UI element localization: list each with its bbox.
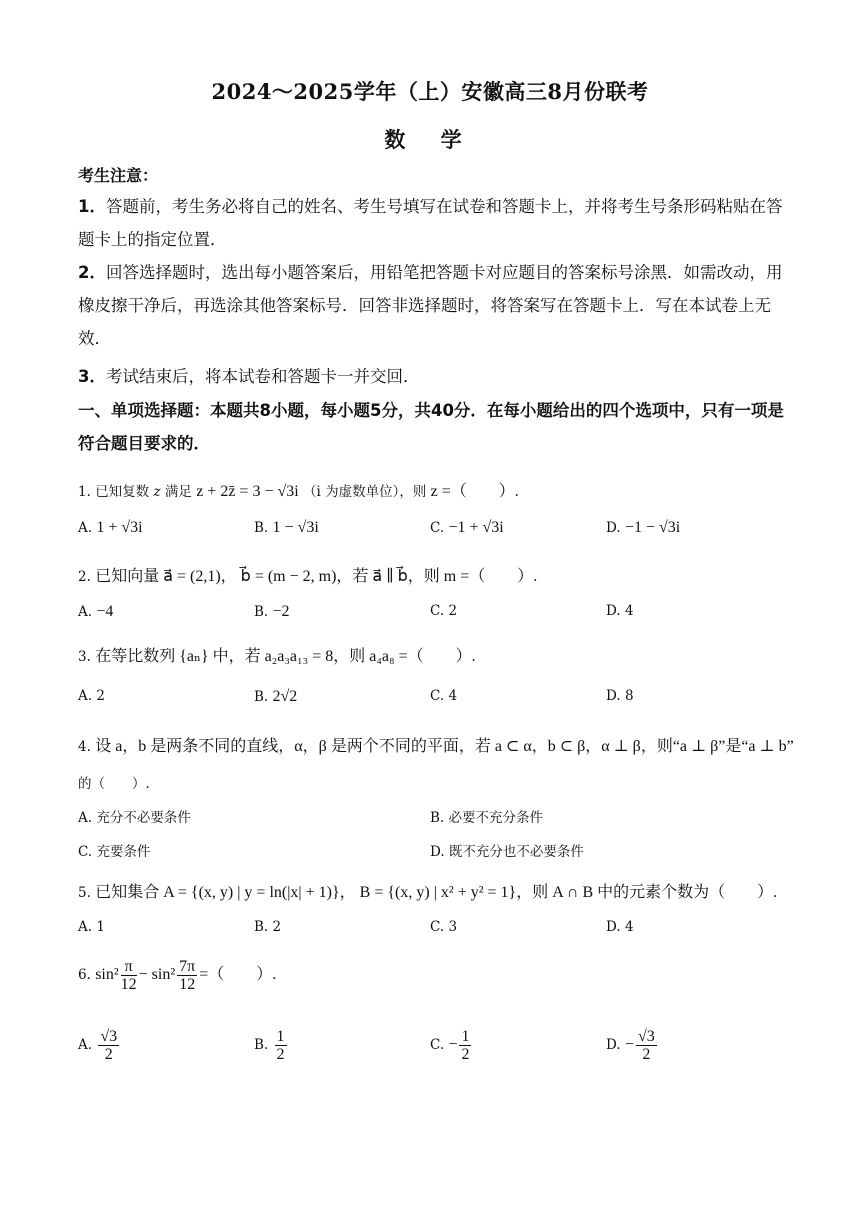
question-6-num: 6. [78,967,91,983]
q1-option-d: D. −1 − √3i [606,519,681,536]
q1-option-c: C. −1 + √3i [430,519,504,536]
q5-option-d: D. 4 [606,919,634,935]
question-6 [78,958,276,993]
q4-option-a: A. 充分不必要条件 [78,810,191,826]
notice-item-1-num: 1． [78,197,106,216]
question-6-sin1: sin² [95,966,119,983]
q2-option-c: C. 2 [430,603,458,619]
question-4-text: 设 a，b 是两条不同的直线，α，β 是两个不同的平面，若 a ⊂ α，b ⊂ β，α ⊥ β，则“a ⊥ β”是“a ⊥ b” [95,738,794,755]
q3-option-a: A. 2 [78,688,105,704]
question-2-num: 2. [78,569,91,585]
notice-heading: 考生注意： [78,166,159,185]
question-1-note: （i 为虚数单位），则 [303,484,427,500]
q6-option-d: D. − $\frac{√3}{2}$ [606,1028,655,1063]
q3-option-c: C. 4 [430,688,458,704]
question-2 [78,563,537,586]
q2-option-a: A. −4 [78,603,114,620]
question-1-pre: 已知复数 [95,484,150,500]
question-1-ask: z =（ ）. [430,483,519,500]
question-1-num: 1. [78,484,91,500]
question-1 [78,478,519,501]
q1-option-b: B. 1 − √3i [254,519,319,536]
q4-option-d: D. 既不充分也不必要条件 [430,844,584,860]
q6-option-c: C. − $\frac{1}{2}$ [430,1028,470,1063]
notice-item-2-num: 2． [78,263,106,282]
exam-title: 2024～2025学年（上）安徽高三8月份联考 [211,79,649,104]
question-5-text: 已知集合 A = {(x, y) | y = ln(|x| + 1)}， B = {(x, y) | x² + y² = 1}，则 A ∩ B 中的元素个数为（ ）. [95,884,778,901]
q3-option-d: D. 8 [606,688,634,704]
q4-option-c: C. 充要条件 [78,844,151,860]
question-4 [78,733,794,756]
question-6-ask: =（ ）. [199,966,277,983]
notice-item-3 [78,360,784,393]
q4-option-b: B. 必要不充分条件 [430,810,544,826]
question-5-num: 5. [78,885,91,901]
q6-option-a: A. $\frac{√3}{2}$ [78,1028,118,1063]
question-3-num: 3. [78,649,91,665]
question-3-text: 在等比数列 {aₙ} 中，若 a₂a₃a₁₃ = 8，则 a₄a₈ =（ ）. [95,648,476,665]
question-4-num: 4. [78,739,91,755]
q2-option-b: B. −2 [254,603,290,620]
q6-option-b: B. $\frac{1}{2}$ [254,1028,285,1063]
section-heading: 一、单项选择题：本题共8小题，每小题5分，共40分．在每小题给出的四个选项中，只有一项是符合题目要求的． [78,401,784,453]
notice-item-3-num: 3． [78,367,106,386]
q5-option-a: A. 1 [78,919,105,935]
notice-item-2 [78,256,784,355]
question-6-sin2: − sin² [138,966,176,983]
question-2-text: 已知向量 a⃗ = (2,1)， b⃗ = (m − 2, m)，若 a⃗ ∥ b⃗，则 m =（ ）. [95,568,538,585]
question-5 [78,879,777,902]
notice-item-1-text: 答题前，考生务必将自己的姓名、考生号填写在试卷和答题卡上，并将考生号条形码粘贴在答题卡上的指定位置． [78,197,783,249]
q1-option-a: A. 1 + √3i [78,519,143,536]
notice-item-2-text: 回答选择题时，选出每小题答案后，用铅笔把答题卡对应题目的答案标号涂黑．如需改动，用橡皮擦干净后，再选涂其他答案标号．回答非选择题时，将答案写在答题卡上．写在本试卷上无效． [78,263,783,348]
q3-option-b: B. 2√2 [254,688,298,705]
question-1-mid: 满足 [164,484,192,500]
question-3 [78,643,476,666]
q5-option-b: B. 2 [254,919,282,935]
notice-item-1 [78,190,784,256]
q2-option-d: D. 4 [606,603,634,619]
q5-option-c: C. 3 [430,919,458,935]
question-4-cont: 的（ ）. [78,776,150,792]
question-1-formula: z + 2z̄ = 3 − √3i [196,483,299,500]
exam-subject: 数 学 [384,127,476,152]
question-6-frac1: $\frac{\pi}{12}$ [120,958,137,993]
question-6-frac2: $\frac{7\pi}{12}$ [179,958,196,993]
notice-item-3-text: 考试结束后，将本试卷和答题卡一并交回． [105,367,420,386]
question-1-var: z [153,484,161,500]
